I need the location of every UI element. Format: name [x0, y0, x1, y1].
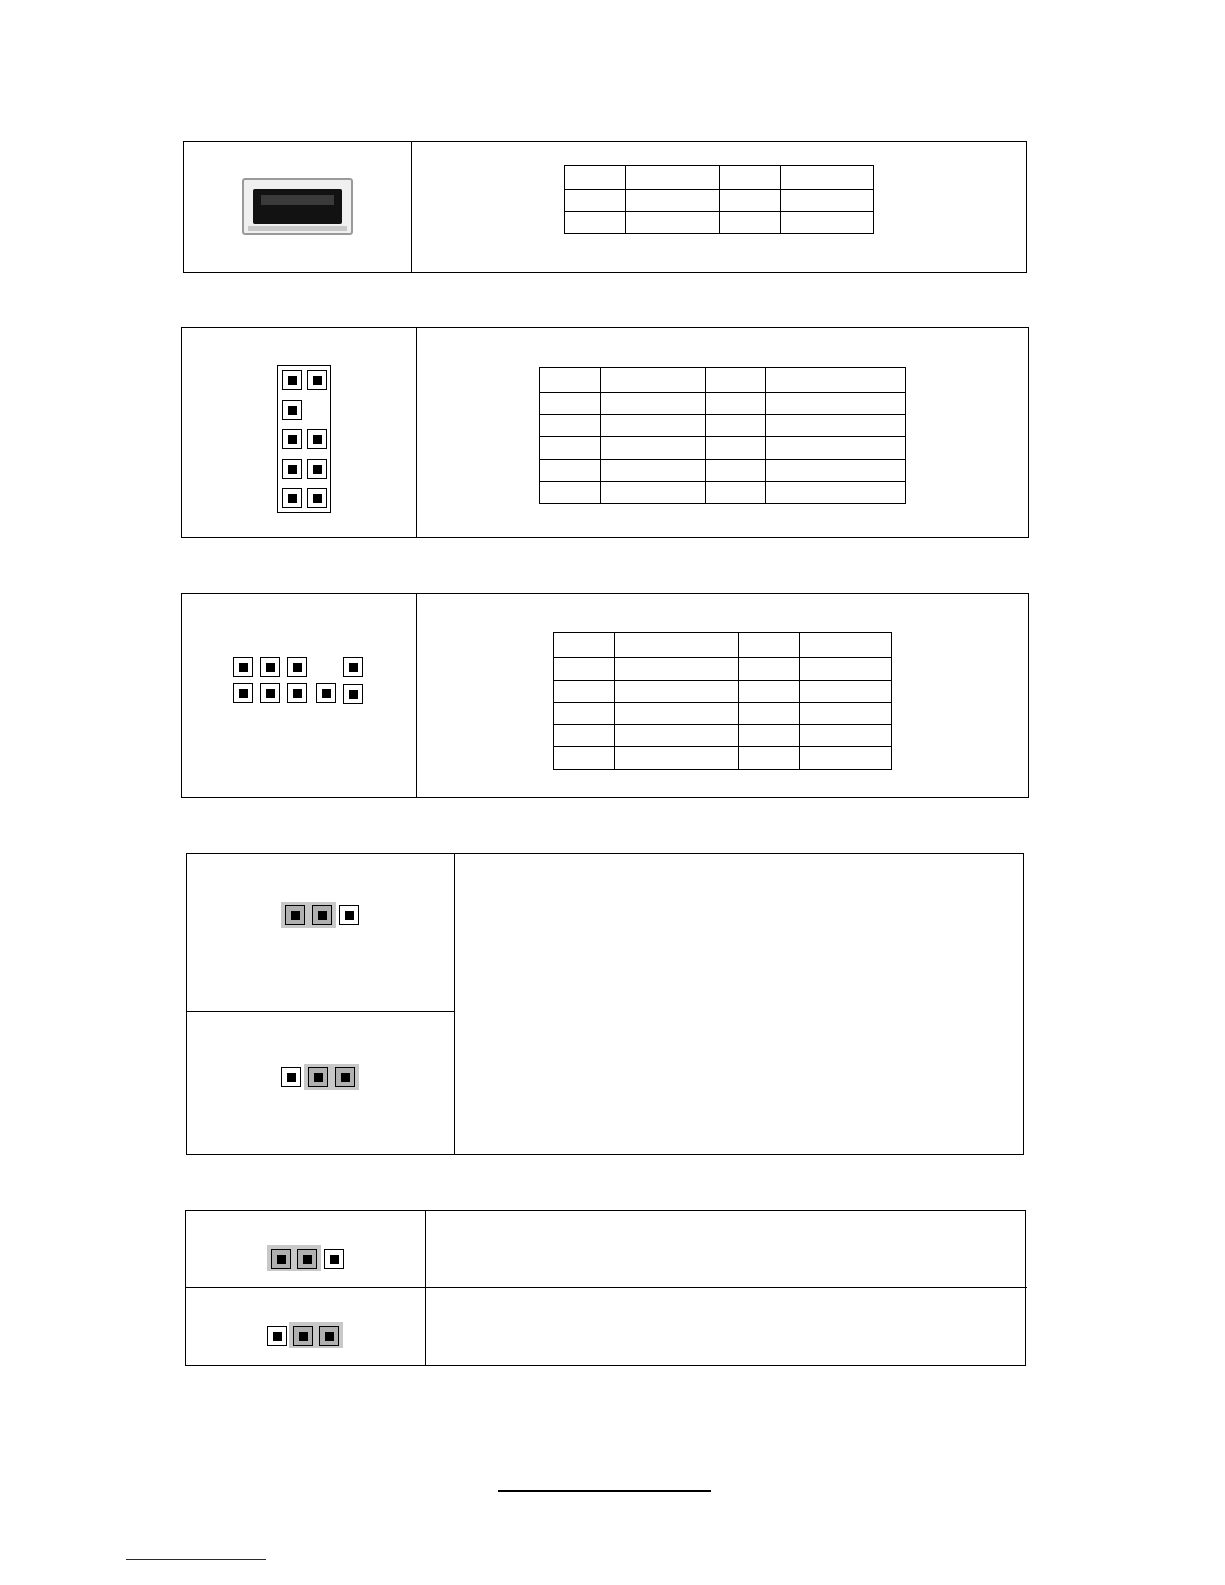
table-cell: [766, 368, 906, 393]
horizontal-header-divider: [416, 594, 417, 797]
horizontal-header-pin-table: [553, 632, 892, 770]
jumper-a-section: [186, 853, 1024, 1155]
table-cell: [766, 415, 906, 437]
table-cell: [705, 415, 766, 437]
table-cell: [554, 681, 615, 703]
table-cell: [766, 437, 906, 460]
table-cell: [739, 747, 800, 770]
table-cell: [800, 658, 892, 681]
table-cell: [625, 190, 720, 212]
header-pin: [282, 459, 302, 479]
table-cell: [554, 658, 615, 681]
table-cell: [739, 658, 800, 681]
header-pin: [343, 657, 363, 677]
table-cell: [540, 393, 601, 415]
table-cell: [766, 393, 906, 415]
jumper-a-divider: [454, 854, 455, 1154]
jumper-pin-3: [319, 1326, 339, 1346]
table-cell: [600, 460, 705, 482]
table-cell: [614, 658, 739, 681]
table-cell: [705, 460, 766, 482]
header-pin: [343, 684, 363, 704]
jumper-pin-2: [297, 1249, 317, 1269]
table-cell: [739, 703, 800, 725]
jumper-pin-1: [271, 1249, 291, 1269]
header-pin: [282, 370, 302, 390]
jumper-pin-2: [308, 1067, 328, 1087]
table-cell: [540, 437, 601, 460]
table-cell: [781, 190, 874, 212]
table-cell: [705, 437, 766, 460]
footer-link-underline[interactable]: [126, 1559, 266, 1560]
table-cell: [766, 460, 906, 482]
table-cell: [739, 725, 800, 747]
table-cell: [781, 166, 874, 190]
table-cell: [705, 393, 766, 415]
table-cell: [614, 633, 739, 658]
table-cell: [705, 482, 766, 504]
table-cell: [800, 747, 892, 770]
header-pin: [307, 488, 327, 508]
table-cell: [600, 393, 705, 415]
table-cell: [720, 190, 781, 212]
jumper-pin-1: [285, 905, 305, 925]
table-cell: [540, 368, 601, 393]
header-pin: [233, 657, 253, 677]
jumper-pin-2: [293, 1326, 313, 1346]
jumper-pin-2: [312, 905, 332, 925]
footer-rule: [498, 1490, 711, 1492]
table-cell: [565, 190, 626, 212]
header-pin: [307, 459, 327, 479]
jumper-pin-1: [267, 1326, 287, 1346]
table-cell: [800, 633, 892, 658]
table-cell: [600, 415, 705, 437]
table-cell: [540, 460, 601, 482]
header-pin: [282, 429, 302, 449]
table-cell: [800, 681, 892, 703]
table-cell: [540, 482, 601, 504]
table-cell: [614, 725, 739, 747]
table-cell: [565, 166, 626, 190]
usb-port-image: [242, 178, 353, 235]
header-pin: [282, 400, 302, 420]
header-pin: [307, 370, 327, 390]
header-pin: [260, 683, 280, 703]
jumper-pin-3: [339, 905, 359, 925]
usb-port-divider: [411, 142, 412, 272]
table-cell: [540, 415, 601, 437]
table-cell: [554, 633, 615, 658]
table-cell: [781, 212, 874, 234]
table-cell: [766, 482, 906, 504]
table-cell: [600, 437, 705, 460]
header-pin: [316, 683, 336, 703]
usb-header-pin-table: [539, 367, 906, 504]
table-cell: [739, 633, 800, 658]
jumper-pin-1: [281, 1067, 301, 1087]
table-cell: [614, 681, 739, 703]
table-cell: [800, 703, 892, 725]
table-cell: [614, 747, 739, 770]
table-cell: [554, 703, 615, 725]
header-pin: [260, 657, 280, 677]
jumper-b-row-divider: [186, 1287, 1027, 1288]
header-pin: [307, 429, 327, 449]
table-cell: [705, 368, 766, 393]
table-cell: [800, 725, 892, 747]
usb-header-divider: [416, 328, 417, 537]
table-cell: [625, 212, 720, 234]
table-cell: [614, 703, 739, 725]
table-cell: [720, 166, 781, 190]
table-cell: [720, 212, 781, 234]
header-pin: [282, 488, 302, 508]
table-cell: [600, 368, 705, 393]
jumper-pin-3: [324, 1249, 344, 1269]
jumper-b-divider: [425, 1211, 426, 1365]
table-cell: [554, 725, 615, 747]
table-cell: [554, 747, 615, 770]
table-cell: [625, 166, 720, 190]
table-cell: [565, 212, 626, 234]
jumper-pin-3: [335, 1067, 355, 1087]
header-pin: [233, 683, 253, 703]
table-cell: [600, 482, 705, 504]
header-pin: [287, 657, 307, 677]
table-cell: [739, 681, 800, 703]
header-pin: [287, 683, 307, 703]
jumper-a-row-divider: [187, 1011, 454, 1012]
usb-port-pin-table: [564, 165, 874, 234]
